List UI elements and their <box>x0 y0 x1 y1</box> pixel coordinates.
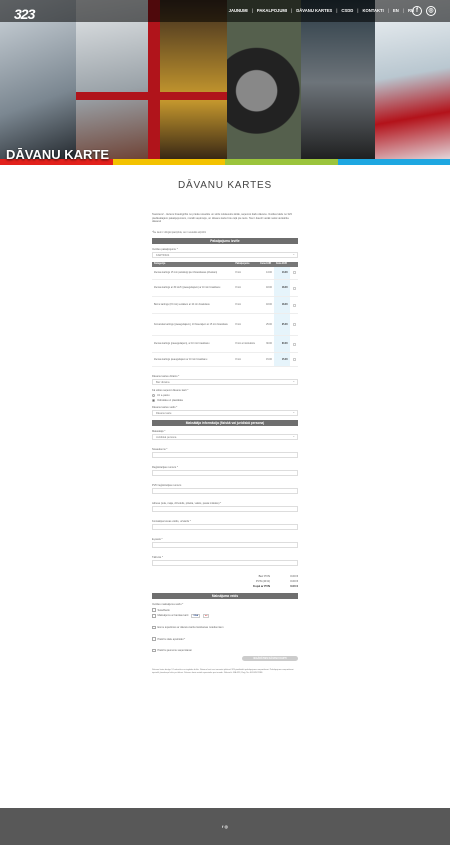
row-price: 13.00 <box>258 267 274 280</box>
hero-panel-gift-car <box>76 0 153 165</box>
contact-person-input[interactable] <box>152 524 298 530</box>
nav-contacts[interactable]: KONTAKTI <box>362 8 384 13</box>
required-note: *Šie lauki ir obligāti jāaizpilda, vai ir savādāk aizpildīti <box>152 231 206 234</box>
table-row <box>152 336 298 353</box>
row-price: 25.00 <box>258 314 274 336</box>
email-label: E-pasts * <box>152 538 163 542</box>
section-buyer: Maksātāja informācija (fiziskā vai juridiskā persona) <box>152 420 298 426</box>
vat-number-label: PVN reģistrācijas numurs <box>152 484 182 488</box>
nav-news[interactable]: JAUNUMI <box>228 8 248 13</box>
qty-input[interactable] <box>293 287 296 290</box>
row-category: Ziemas kartings 15 min patstāvīgi pie izbraukšanas (cilvēkam) <box>152 267 233 280</box>
data-consent-checkbox[interactable] <box>152 637 156 641</box>
row-price: 15.00 <box>258 353 274 367</box>
vat-number-input[interactable] <box>152 488 298 494</box>
instagram-icon[interactable]: ◎ <box>426 6 436 16</box>
qty-input[interactable] <box>293 323 296 326</box>
hero-panel-wheel <box>227 0 301 165</box>
row-service: 8 min ar instruktoru <box>233 336 258 353</box>
name-input[interactable] <box>152 452 298 458</box>
pay-option-bank[interactable]: Swedbank <box>152 608 298 612</box>
qty-input[interactable] <box>293 343 296 346</box>
row-sum: 30.00 <box>274 336 290 353</box>
service-select-label: Izvēlies pakalpojumu * <box>152 247 178 251</box>
hero-panel-helmet <box>301 0 375 165</box>
row-sum: 15.00 <box>274 353 290 367</box>
newsletter-checkbox[interactable] <box>152 649 156 653</box>
qty-input[interactable] <box>293 358 296 361</box>
row-sum: 13.00 <box>274 267 290 280</box>
card-type-label: Dāvanu kartes veids * <box>152 406 178 410</box>
table-row <box>152 297 298 314</box>
table-row <box>152 280 298 297</box>
total-net-label: Bez PVN <box>258 574 270 579</box>
total-net-value: 0.00 € <box>290 574 298 579</box>
reg-number-label: Reģistrācijas numurs * <box>152 466 178 470</box>
row-category: Bērnu kartings (15 min) vecākiem ar 10 min braukšanu <box>152 297 233 314</box>
design-label: Dāvanu kartes dizains * <box>152 375 180 379</box>
services-table <box>152 262 298 368</box>
col-service: Pakalpojums <box>233 262 258 267</box>
page-title: DĀVANU KARTES <box>178 180 272 191</box>
hero-panel-rally-car <box>375 0 450 165</box>
receive-label: Kā vēlies saņemt dāvanu karti * <box>152 389 189 393</box>
stripe <box>113 159 226 165</box>
radio-button[interactable] <box>152 394 155 397</box>
address-label: Adrese (iela, māja, dzīvoklis, pilsēta, valsts, pasta indekss) * <box>152 502 222 506</box>
row-service: 8 min <box>233 314 258 336</box>
total-vat-value: 0.00 € <box>290 579 298 584</box>
hero-panel-food <box>153 0 227 165</box>
total-gross-label: Kopā ar PVN <box>253 584 270 589</box>
footer <box>0 808 450 845</box>
visa-icon: VISA <box>193 614 199 617</box>
hero-title: DĀVANU KARTE <box>6 147 110 162</box>
row-service: 8 min <box>233 297 258 314</box>
address-input[interactable] <box>152 506 298 512</box>
receive-option-plastic[interactable]: Izdrukāta uz plastikāta <box>152 399 298 402</box>
row-service: 8 min <box>233 280 258 297</box>
row-category: Ziemas kartings (pieaugušajiem), ar 10 min braukšanu <box>152 336 233 353</box>
totals-block <box>152 574 298 588</box>
name-label: Nosaukums * <box>152 448 168 452</box>
payer-type-label: Maksātājs * <box>152 430 166 434</box>
terms-checkbox-row[interactable]: Esmu iepazinies ar dāvanu karšu lietošanas noteikumiem <box>152 626 298 630</box>
terms-checkbox[interactable] <box>152 626 156 630</box>
radio-button[interactable] <box>152 614 156 618</box>
row-sum: 25.00 <box>274 314 290 336</box>
nav-services[interactable]: PAKALPOJUMI <box>256 8 288 13</box>
email-input[interactable] <box>152 542 298 548</box>
design-select[interactable]: Bez dizaina ⌄ <box>152 379 298 385</box>
row-category: Komandas kartings (pieaugušajiem), 10 braucējiem ar 15 min braukšanu <box>152 314 233 336</box>
total-vat-label: PVN (21%) <box>256 579 270 584</box>
newsletter-row[interactable]: Piekrītu jaunumu saņemšanai <box>152 649 298 653</box>
site-logo[interactable]: 323 <box>14 6 35 22</box>
row-sum: 18.00 <box>274 280 290 297</box>
reg-number-input[interactable] <box>152 470 298 476</box>
service-select[interactable]: KARTINGS ⌄ <box>152 252 298 258</box>
receive-option-email[interactable]: Uz e-pastu <box>152 394 298 397</box>
main-nav: JAUNUMI | PAKALPOJUMI | DĀVANU KARTES | CSDD | KONTAKTI | EN | RU <box>228 8 414 13</box>
data-consent-row[interactable]: Piekrītu datu apstrādei * <box>152 637 298 641</box>
row-price: 18.00 <box>258 280 274 297</box>
section-payment: Maksājuma veids <box>152 593 298 599</box>
table-row <box>152 267 298 280</box>
payment-label: Izvēlies maksājuma veidu * <box>152 603 184 607</box>
stripe <box>225 159 338 165</box>
mastercard-icon: ●● <box>205 614 208 617</box>
submit-button[interactable]: IEGĀDĀTIES DĀVANU KARTI <box>242 656 298 661</box>
legal-text: Dāvanu karte derīga 12 mēnešus no iegādes brīža. Dāvanu karti var izmantot jebkurā 323 piedāvātā pakalpojuma saņemšanai. Pakalpojumu saņemšanai iepriekš jāsaskaņo laiks pa tālruni. Dāvanu karte netiek apmainīta pret naudu. Rekvizīti: SIA 323, Reģ. Nr. 40103522188. <box>152 669 294 675</box>
section-services: Pakalpojumu izvēle <box>152 238 298 244</box>
footer-social-icons[interactable]: f ◎ <box>222 824 228 829</box>
row-category: Ziemas kartings pieaugušajiem ar 10 min braukšanu <box>152 353 233 367</box>
card-type-select[interactable]: Dāvanu karte ⌄ <box>152 410 298 416</box>
row-sum: 18.00 <box>274 297 290 314</box>
qty-input[interactable] <box>293 304 296 307</box>
table-row <box>152 314 298 336</box>
hero-banner <box>0 0 450 165</box>
gift-ribbon-vertical <box>148 0 160 165</box>
phone-label: Tālrunis * <box>152 556 163 560</box>
gift-card-form-area <box>152 180 298 675</box>
facebook-icon[interactable]: f <box>412 6 422 16</box>
col-price: Cena EUR <box>258 262 274 267</box>
payer-type-select[interactable]: Juridiskā persona ⌄ <box>152 434 298 440</box>
row-service: 8 min <box>233 353 258 367</box>
row-price: 30.00 <box>258 336 274 353</box>
hero-panel-snowmobile <box>0 0 76 165</box>
row-service: 8 min <box>233 267 258 280</box>
qty-input[interactable] <box>293 271 296 274</box>
col-category: Kategorija <box>152 262 233 267</box>
col-sum: Cena EUR <box>274 262 290 267</box>
row-price: 18.00 <box>258 297 274 314</box>
total-gross-value: 0.00 € <box>290 584 298 589</box>
nav-lang-ru[interactable]: RU <box>407 8 414 13</box>
radio-button[interactable] <box>152 608 156 612</box>
intro-text: Sveiciens! - ikviens brauktgribis no prieka nosarktu un sirds noklauvētu ātrāk, saņemot šādu dāvanu. Izvēlies kādu no 323 piedāvātajiem pakalpojumiem, norādi saņēmēju, un dāvanu karte būs ceļā pie tevis. Tas ir daudz vairāk nekā vienkārša dāvana! <box>152 213 292 224</box>
row-category: Ziemas kartings ar 30 km/h (pieaugušajiem) ar 10 min braukšanu <box>152 280 233 297</box>
radio-button[interactable] <box>152 399 155 402</box>
nav-gift-cards[interactable]: DĀVANU KARTES <box>296 8 333 13</box>
table-row <box>152 353 298 367</box>
gift-ribbon-horizontal <box>76 92 227 100</box>
contact-person-label: Kontaktpersonas vārds, uzvārds * <box>152 520 191 524</box>
nav-lang-en[interactable]: EN <box>392 8 399 13</box>
nav-csdd[interactable]: CSDD <box>341 8 354 13</box>
stripe <box>338 159 450 165</box>
pay-option-card[interactable]: Maksājums ar bankas karti VISA ●● <box>152 614 298 618</box>
buyer-fields <box>152 430 298 566</box>
phone-input[interactable] <box>152 560 298 566</box>
